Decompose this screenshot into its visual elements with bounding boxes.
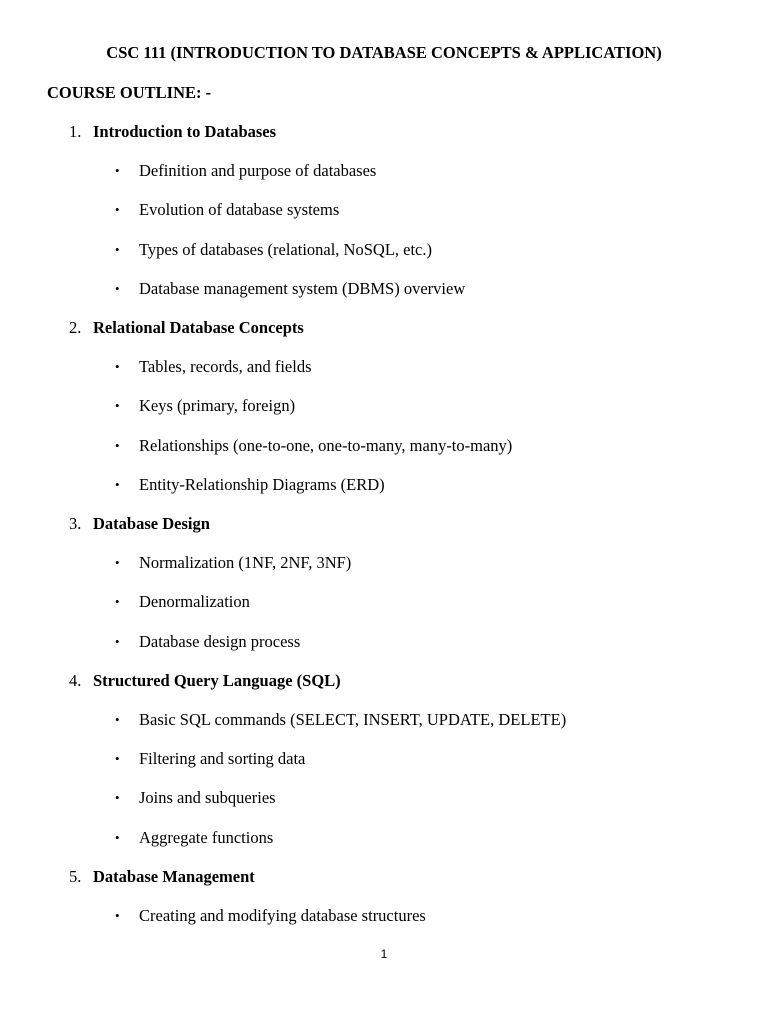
- list-item-text: Joins and subqueries: [139, 788, 276, 807]
- bullet-icon: •: [115, 477, 120, 492]
- bullet-icon: •: [115, 281, 120, 296]
- bullet-icon: •: [115, 790, 120, 805]
- list-item: [0, 240, 768, 260]
- bullet-icon: •: [115, 202, 120, 217]
- list-item: [0, 396, 768, 416]
- list-item-text: Basic SQL commands (SELECT, INSERT, UPDATE, DELETE): [139, 710, 567, 729]
- list-item: [0, 710, 768, 730]
- list-item-text: Filtering and sorting data: [139, 749, 306, 768]
- list-item: [0, 632, 768, 652]
- list-item-text: Database design process: [139, 632, 301, 651]
- list-item-text: Relationships (one-to-one, one-to-many, many-to-many): [139, 436, 513, 455]
- list-item-text: Evolution of database systems: [139, 200, 340, 219]
- section-title: Introduction to Databases: [93, 122, 277, 141]
- bullet-icon: •: [115, 751, 120, 766]
- list-item-text: Normalization (1NF, 2NF, 3NF): [139, 553, 352, 572]
- list-item: [0, 357, 768, 377]
- list-item: [0, 200, 768, 220]
- list-item-text: Aggregate functions: [139, 828, 274, 847]
- section-heading: [0, 867, 768, 887]
- list-item: [0, 828, 768, 848]
- section-heading: [0, 122, 768, 142]
- bullet-icon: •: [115, 594, 120, 609]
- bullet-icon: •: [115, 163, 120, 178]
- list-item-text: Creating and modifying database structures: [139, 906, 426, 925]
- bullet-icon: •: [115, 398, 120, 413]
- list-item: [0, 788, 768, 808]
- bullet-icon: •: [115, 438, 120, 453]
- list-item: [0, 592, 768, 612]
- document-title: CSC 111 (INTRODUCTION TO DATABASE CONCEPTS & APPLICATION): [106, 43, 662, 62]
- list-item: [0, 161, 768, 181]
- list-item: [0, 279, 768, 299]
- list-item-text: Types of databases (relational, NoSQL, etc.): [139, 240, 432, 259]
- list-item-text: Definition and purpose of databases: [139, 161, 377, 180]
- list-item: [0, 475, 768, 495]
- bullet-icon: •: [115, 830, 120, 845]
- section-heading: [0, 671, 768, 691]
- list-item-text: Tables, records, and fields: [139, 357, 312, 376]
- list-item: [0, 906, 768, 926]
- section-number: 5.: [69, 867, 82, 886]
- list-item: [0, 749, 768, 769]
- section-number: 2.: [69, 318, 82, 337]
- section-title: Database Design: [93, 514, 210, 533]
- bullet-icon: •: [115, 908, 120, 923]
- section-number: 1.: [69, 122, 82, 141]
- bullet-icon: •: [115, 712, 120, 727]
- list-item-text: Denormalization: [139, 592, 250, 611]
- list-item-text: Entity-Relationship Diagrams (ERD): [139, 475, 385, 494]
- list-item: [0, 436, 768, 456]
- section-title: Database Management: [93, 867, 255, 886]
- section-title: Structured Query Language (SQL): [93, 671, 341, 690]
- bullet-icon: •: [115, 634, 120, 649]
- section-number: 3.: [69, 514, 82, 533]
- list-item-text: Database management system (DBMS) overview: [139, 279, 466, 298]
- course-outline-heading: COURSE OUTLINE: -: [47, 83, 212, 102]
- list-item: [0, 553, 768, 573]
- list-item-text: Keys (primary, foreign): [139, 396, 296, 415]
- section-heading: [0, 318, 768, 338]
- section-heading: [0, 514, 768, 534]
- page-number: 1: [380, 947, 388, 961]
- section-title: Relational Database Concepts: [93, 318, 304, 337]
- bullet-icon: •: [115, 242, 120, 257]
- bullet-icon: •: [115, 359, 120, 374]
- section-number: 4.: [69, 671, 82, 690]
- bullet-icon: •: [115, 555, 120, 570]
